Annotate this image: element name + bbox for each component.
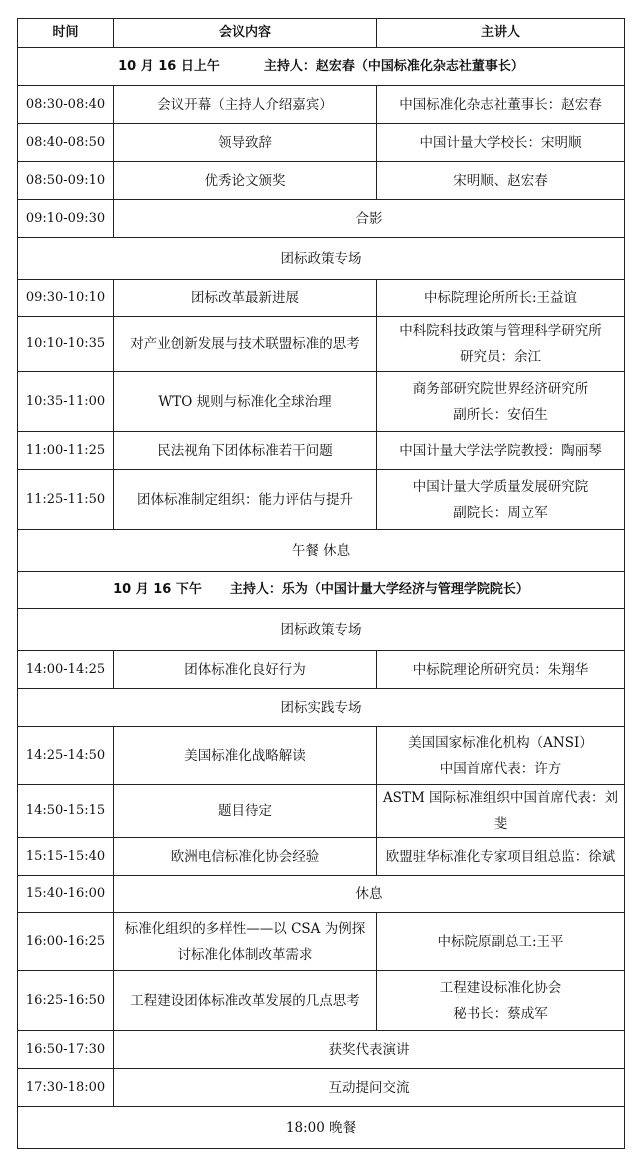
session-time: 15:40-16:00 xyxy=(18,876,114,913)
session-content: 会议开幕（主持人介绍嘉宾） xyxy=(114,86,377,124)
content-line-2: 讨标准化体制改革需求 xyxy=(177,946,313,963)
session-time: 14:50-15:15 xyxy=(18,785,114,838)
am-date: 10 月 16 日上午 xyxy=(118,58,220,74)
session-time: 10:35-11:00 xyxy=(18,372,114,432)
session-content: 团体标准制定组织：能力评估与提升 xyxy=(114,470,377,530)
speaker-line: 欧盟驻华标准化专家项目组总监：徐斌 xyxy=(385,848,616,865)
speaker-line-2: 副所长：安佰生 xyxy=(453,406,548,423)
awards-row xyxy=(18,1031,625,1069)
session-speaker xyxy=(377,971,625,1031)
speaker-line-1: 工程建设标准化协会 xyxy=(439,979,562,996)
header-time: 时间 xyxy=(18,19,114,48)
speaker-line-1: 中科院科技政策与管理科学研究所 xyxy=(399,323,602,339)
photo-row xyxy=(18,200,625,238)
table-row xyxy=(18,86,625,124)
dinner-cell: 18:00 晚餐 xyxy=(18,1107,625,1149)
speaker-line-2: 副院长：周立军 xyxy=(453,504,548,521)
session-time: 08:40-08:50 xyxy=(18,124,114,162)
pm-date: 10 月 16 下午 xyxy=(113,582,202,597)
section-row xyxy=(18,238,625,280)
session-time: 14:00-14:25 xyxy=(18,651,114,689)
table-row xyxy=(18,971,625,1031)
am-host: 主持人：赵宏春（中国标准化杂志社董事长） xyxy=(263,58,524,74)
speaker-line-1: 商务部研究院世界经济研究所 xyxy=(412,380,589,397)
speaker-line-1: 中国计量大学质量发展研究院 xyxy=(412,478,589,495)
session-time: 16:25-16:50 xyxy=(18,971,114,1031)
session-content: 优秀论文颁奖 xyxy=(114,162,377,200)
table-row xyxy=(18,727,625,785)
session-speaker xyxy=(377,727,625,785)
speaker-line: 中标院原副总工:王平 xyxy=(437,933,564,950)
session-time: 16:50-17:30 xyxy=(18,1031,114,1069)
table-row xyxy=(18,432,625,470)
session-speaker xyxy=(377,785,625,838)
am-host-row xyxy=(18,48,625,86)
session-time: 11:25-11:50 xyxy=(18,470,114,530)
lunch-row xyxy=(18,530,625,572)
session-content: 合影 xyxy=(114,200,625,238)
speaker-line-2: 中国首席代表：许方 xyxy=(439,760,562,777)
section-row xyxy=(18,609,625,651)
session-content: 休息 xyxy=(114,876,625,913)
session-content xyxy=(114,971,377,1031)
session-speaker xyxy=(377,838,625,876)
qa-row xyxy=(18,1069,625,1107)
content-line-1: 工程建设团体标准改革发展的几点思考 xyxy=(130,992,360,1009)
pm-host-row xyxy=(18,572,625,609)
session-content: 团标改革最新进展 xyxy=(114,280,377,317)
speaker-line: ASTM 国际标准组织中国首席代表：刘斐 xyxy=(382,790,619,832)
session-time: 09:10-09:30 xyxy=(18,200,114,238)
table-row xyxy=(18,280,625,317)
dinner-row xyxy=(18,1107,625,1149)
table-row xyxy=(18,162,625,200)
pm-host: 主持人：乐为（中国计量大学经济与管理学院院长） xyxy=(229,582,529,597)
session-content: 对产业创新发展与技术联盟标准的思考 xyxy=(114,317,377,372)
session-content: WTO 规则与标准化全球治理 xyxy=(114,372,377,432)
table-row xyxy=(18,838,625,876)
pm-host-cell xyxy=(18,572,625,609)
table-row xyxy=(18,372,625,432)
session-speaker xyxy=(377,913,625,971)
speaker-line-1: 美国国家标准化机构（ANSI） xyxy=(408,734,593,751)
session-content: 欧洲电信标准化协会经验 xyxy=(114,838,377,876)
speaker-line-2: 研究员：余江 xyxy=(460,349,541,365)
table-row xyxy=(18,317,625,372)
session-speaker: 宋明顺、赵宏春 xyxy=(377,162,625,200)
session-content: 互动提问交流 xyxy=(114,1069,625,1107)
header-row xyxy=(18,19,625,48)
session-speaker xyxy=(377,372,625,432)
speaker-line: 中国计量大学法学院教授：陶丽琴 xyxy=(399,442,602,459)
section-policy-pm: 团标政策专场 xyxy=(18,609,625,651)
table-row xyxy=(18,785,625,838)
session-speaker: 中标院理论所研究员：朱翔华 xyxy=(377,651,625,689)
speaker-line-2: 秘书长：蔡成军 xyxy=(453,1005,548,1022)
session-speaker: 中国计量大学校长：宋明顺 xyxy=(377,124,625,162)
session-time: 15:15-15:40 xyxy=(18,838,114,876)
session-time: 16:00-16:25 xyxy=(18,913,114,971)
header-speaker: 主讲人 xyxy=(377,19,625,48)
session-time: 10:10-10:35 xyxy=(18,317,114,372)
lunch-cell: 午餐 休息 xyxy=(18,530,625,572)
session-time: 09:30-10:10 xyxy=(18,280,114,317)
table-row xyxy=(18,913,625,971)
session-time: 11:00-11:25 xyxy=(18,432,114,470)
schedule-table xyxy=(17,18,625,1149)
table-row xyxy=(18,651,625,689)
break-row xyxy=(18,876,625,913)
header-content: 会议内容 xyxy=(114,19,377,48)
content-line-1: 标准化组织的多样性——以 CSA 为例探 xyxy=(124,920,366,937)
session-speaker xyxy=(377,470,625,530)
session-time: 14:25-14:50 xyxy=(18,727,114,785)
session-time: 08:30-08:40 xyxy=(18,86,114,124)
session-time: 08:50-09:10 xyxy=(18,162,114,200)
session-speaker xyxy=(377,317,625,372)
section-practice: 团标实践专场 xyxy=(18,689,625,727)
section-policy-am: 团标政策专场 xyxy=(18,238,625,280)
session-content xyxy=(114,913,377,971)
session-speaker: 中国标准化杂志社董事长：赵宏春 xyxy=(377,86,625,124)
session-speaker xyxy=(377,280,625,317)
session-time: 17:30-18:00 xyxy=(18,1069,114,1107)
table-row xyxy=(18,124,625,162)
speaker-line: 中标院理论所所长:王益谊 xyxy=(423,290,578,306)
session-content: 团体标准化良好行为 xyxy=(114,651,377,689)
session-content: 美国标准化战略解读 xyxy=(114,727,377,785)
session-content: 获奖代表演讲 xyxy=(114,1031,625,1069)
table-row xyxy=(18,470,625,530)
session-content: 题目待定 xyxy=(114,785,377,838)
session-speaker xyxy=(377,432,625,470)
am-host-cell xyxy=(18,48,625,86)
session-content: 领导致辞 xyxy=(114,124,377,162)
session-content: 民法视角下团体标准若干问题 xyxy=(114,432,377,470)
section-row xyxy=(18,689,625,727)
